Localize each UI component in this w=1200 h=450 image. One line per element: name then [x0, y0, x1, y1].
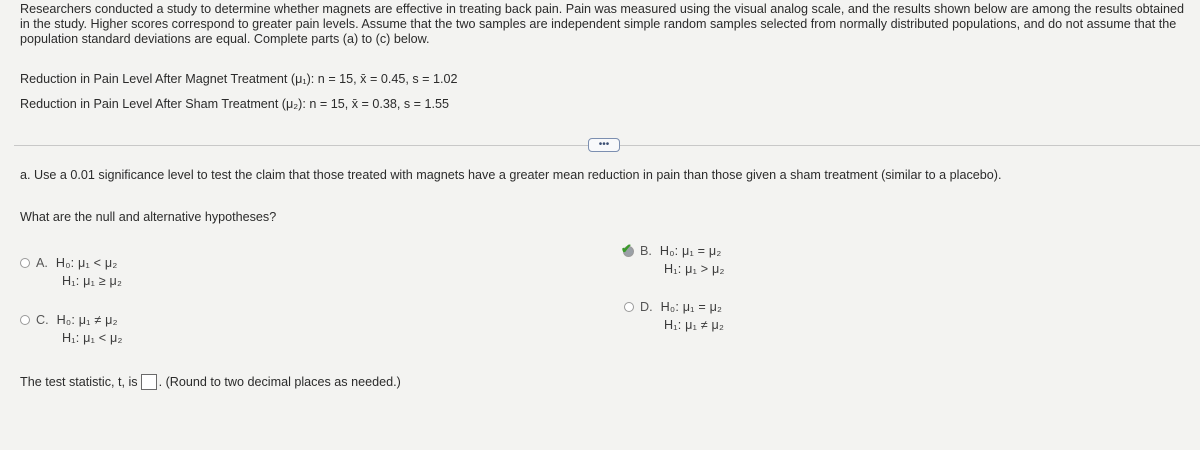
option-d-h1: H₁: μ₁ ≠ μ₂ — [664, 318, 725, 332]
option-b-h0: H₀: μ₁ = μ₂ — [659, 244, 722, 258]
expand-more-button[interactable]: ••• — [588, 138, 620, 152]
option-a-h0: H₀: μ₁ < μ₂ — [55, 256, 118, 270]
option-c[interactable] — [20, 311, 123, 347]
option-b-h1: H₁: μ₁ > μ₂ — [664, 262, 725, 276]
option-d-letter: D. — [640, 300, 653, 314]
option-b-radio[interactable] — [621, 241, 636, 258]
checkmark-icon: ✔ — [621, 241, 632, 256]
option-c-h1: H₁: μ₁ < μ₂ — [62, 331, 123, 345]
option-a-letter: A. — [36, 256, 48, 270]
option-d-radio[interactable] — [624, 302, 634, 312]
option-d-h0: H₀: μ₁ = μ₂ — [660, 300, 723, 314]
answer-prefix: The test statistic, t, is — [20, 375, 138, 389]
option-a[interactable] — [20, 254, 122, 290]
sham-data-line: Reduction in Pain Level After Sham Treatment (μ₂): n = 15, x̄ = 0.38, s = 1.55 — [20, 97, 450, 111]
problem-intro: Researchers conducted a study to determine whether magnets are effective in treating back pain. Pain was measured using the visual analog scale, and the results shown below are among the results obtained in the study. Higher scores correspond to greater pain levels. Assume that the two samples are independent simple random samples selected from normally distributed populations, and do not assume that the population standard deviations are equal. Complete parts (a) to (c) below. — [20, 2, 1184, 46]
sub-question: What are the null and alternative hypotheses? — [20, 210, 277, 224]
option-c-h0: H₀: μ₁ ≠ μ₂ — [56, 313, 118, 327]
option-c-letter: C. — [36, 313, 49, 327]
option-c-radio[interactable] — [20, 315, 30, 325]
option-d[interactable] — [624, 298, 724, 334]
option-a-h1: H₁: μ₁ ≥ μ₂ — [62, 274, 123, 288]
magnet-data-line: Reduction in Pain Level After Magnet Treatment (μ₁): n = 15, x̄ = 0.45, s = 1.02 — [20, 72, 458, 86]
option-b[interactable] — [622, 242, 725, 278]
question-a: a. Use a 0.01 significance level to test the claim that those treated with magnets have a greater mean reduction in pain than those given a sham treatment (similar to a placebo). — [20, 168, 1002, 182]
answer-suffix: . (Round to two decimal places as needed.) — [158, 375, 401, 389]
test-statistic-line — [20, 374, 401, 390]
test-statistic-input[interactable] — [141, 374, 157, 390]
option-b-letter: B. — [640, 244, 652, 258]
option-a-radio[interactable] — [20, 258, 30, 268]
